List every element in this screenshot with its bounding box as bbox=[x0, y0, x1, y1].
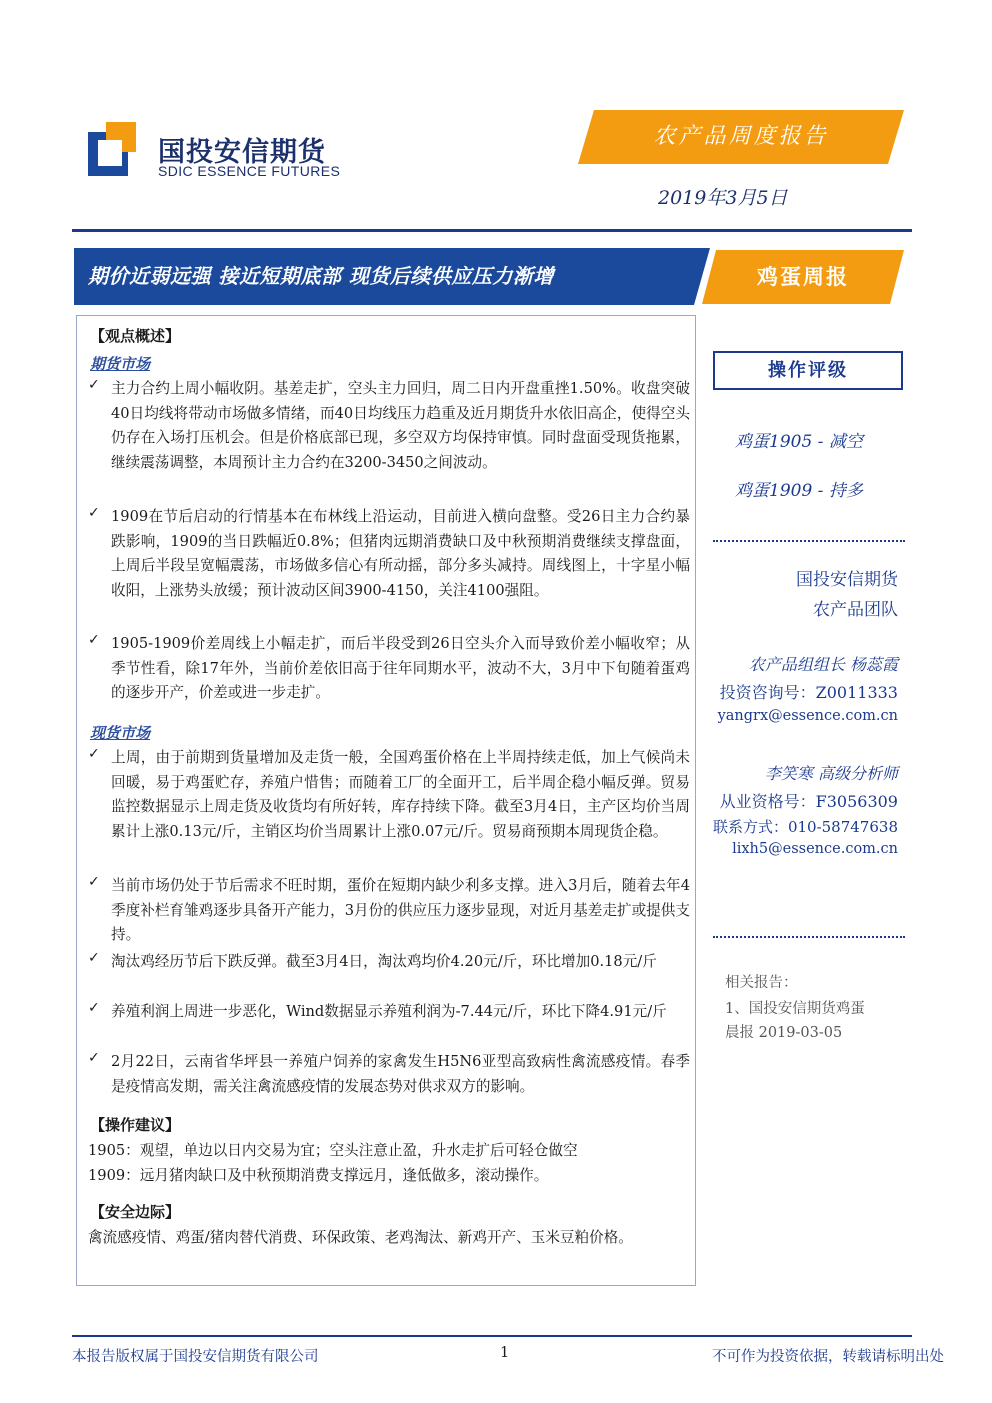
footer-copyright: 本报告版权属于国投安信期货有限公司 bbox=[72, 1349, 319, 1365]
analyst2-license: 从业资格号：F3056309 bbox=[719, 792, 898, 811]
checkmark-icon: ✓ bbox=[88, 1000, 100, 1016]
futures-heading: 期货市场 bbox=[90, 355, 151, 373]
category-label: 鸡蛋周报 bbox=[757, 264, 849, 289]
logo-english-name: SDIC ESSENCE FUTURES bbox=[158, 163, 341, 179]
list-item: ✓ 主力合约上周小幅收阴。基差走扩，空头主力回归，周二日内开盘重挫1.50%。收盘突破40日均线将带动市场做多情绪，而40日均线压力趋重及近月期货升水依旧高企，使得空头仍存在入场打压机会。但是价格底部已现，多空双方均保持审慎。同时盘面受现货拖累，继续震荡调整，本周预计主力合约在3200-3450之间波动。 bbox=[88, 377, 690, 471]
analyst1-title: 农产品组组长 杨蕊霞 bbox=[748, 655, 898, 674]
checkmark-icon: ✓ bbox=[88, 632, 100, 648]
analyst2-phone: 联系方式：010-58747638 bbox=[712, 818, 898, 836]
list-item: ✓ 养殖利润上周进一步恶化，Wind数据显示养殖利润为-7.44元/斤，环比下降4.91元/斤 bbox=[88, 1000, 667, 1020]
list-item: ✓ 当前市场仍处于节后需求不旺时期，蛋价在短期内缺少利多支撑。进入3月后，随着去年4季度补栏育雏鸡逐步具备开产能力，3月份的供应压力逐步显现，对近月基差走扩或提供支持。 bbox=[88, 874, 690, 943]
report-date: 2019年3月5日 bbox=[658, 187, 788, 209]
checkmark-icon: ✓ bbox=[88, 950, 100, 966]
overview-heading: 【观点概述】 bbox=[90, 327, 181, 345]
report-type-label: 农产品周度报告 bbox=[653, 124, 829, 149]
footer-disclaimer: 不可作为投资依据，转载请标明出处 bbox=[712, 1349, 944, 1365]
header-divider bbox=[72, 229, 912, 232]
sidebar-divider bbox=[713, 936, 905, 938]
related-report-link[interactable]: 1、国投安信期货鸡蛋 bbox=[725, 1001, 865, 1017]
analyst1-email[interactable]: yangrx@essence.com.cn bbox=[717, 708, 898, 724]
related-reports-title: 相关报告： bbox=[725, 975, 798, 991]
advice-line: 1905：观望，单边以日内交易为宜；空头注意止盈，升水走扩后可轻仓做空 bbox=[88, 1142, 578, 1159]
analyst2-title: 李笑寒 高级分析师 bbox=[764, 764, 898, 783]
risk-text: 禽流感疫情、鸡蛋/猪肉替代消费、环保政策、老鸡淘汰、新鸡开产、玉米豆粕价格。 bbox=[88, 1229, 633, 1246]
list-item: ✓ 淘汰鸡经历节后下跌反弹。截至3月4日，淘汰鸡均价4.20元/斤，环比增加0.18元/斤 bbox=[88, 950, 657, 970]
checkmark-icon: ✓ bbox=[88, 505, 100, 521]
sidebar-divider bbox=[713, 540, 905, 542]
advice-line: 1909：远月猪肉缺口及中秋预期消费支撑远月，逢低做多，滚动操作。 bbox=[88, 1167, 549, 1184]
risk-heading: 【安全边际】 bbox=[90, 1203, 181, 1221]
footer-divider bbox=[72, 1335, 912, 1337]
advice-heading: 【操作建议】 bbox=[90, 1116, 181, 1134]
list-item: ✓ 2月22日，云南省华坪县一养殖户饲养的家禽发生H5N6亚型高致病性禽流感疫情。春季是疫情高发期，需关注禽流感疫情的发展态势对供求双方的影响。 bbox=[88, 1050, 690, 1095]
logo-chinese-name: 国投安信期货 bbox=[158, 137, 326, 168]
page-number: 1 bbox=[500, 1345, 510, 1361]
checkmark-icon: ✓ bbox=[88, 746, 100, 762]
checkmark-icon: ✓ bbox=[88, 874, 100, 890]
list-item: ✓ 1905-1909价差周线上小幅走扩，而后半段受到26日空头介入而导致价差小幅收窄；从季节性看，除17年外，当前价差依旧高于往年同期水平，波动不大，3月中下旬随着蛋鸡的逐步开产，价差或进一步走扩。 bbox=[88, 632, 690, 701]
checkmark-icon: ✓ bbox=[88, 377, 100, 393]
rating-1905: 鸡蛋1905 - 减空 bbox=[735, 432, 863, 452]
rating-title: 操作评级 bbox=[713, 351, 903, 390]
company-logo-icon bbox=[88, 122, 136, 176]
list-item: ✓ 上周，由于前期到货量增加及走货一般，全国鸡蛋价格在上半周持续走低，加上气候尚未回暖，易于鸡蛋贮存，养殖户惜售；而随着工厂的全面开工，后半周企稳小幅反弹。贸易监控数据显示上周走货及收货均有所好转，库存持续下降。截至3月4日，主产区均价当周累计上涨0.13元/斤，主销区均价当周累计上涨0.07元/斤。贸易商预期本周现货企稳。 bbox=[88, 746, 690, 840]
team-name: 农产品团队 bbox=[813, 600, 898, 620]
company-name: 国投安信期货 bbox=[796, 570, 898, 590]
related-report-link-date[interactable]: 晨报 2019-03-05 bbox=[725, 1025, 843, 1041]
checkmark-icon: ✓ bbox=[88, 1050, 100, 1066]
rating-1909: 鸡蛋1909 - 持多 bbox=[735, 481, 863, 501]
analyst1-license: 投资咨询号：Z0011333 bbox=[719, 683, 898, 702]
spot-heading: 现货市场 bbox=[90, 724, 151, 742]
headline-title: 期价近弱远强 接近短期底部 现货后续供应压力渐增 bbox=[88, 264, 554, 288]
list-item: ✓ 1909在节后启动的行情基本在布林线上沿运动，目前进入横向盘整。受26日主力合约暴跌影响，1909的当日跌幅近0.8%；但猪肉远期消费缺口及中秋预期消费继续支撑盘面，上周后半段呈宽幅震荡，市场做多信心有所动摇，部分多头减持。周线图上，十字星小幅收阳，上涨势头放缓；预计波动区间3900-4150，关注4100强阻。 bbox=[88, 505, 690, 599]
analyst2-email[interactable]: lixh5@essence.com.cn bbox=[732, 841, 898, 857]
